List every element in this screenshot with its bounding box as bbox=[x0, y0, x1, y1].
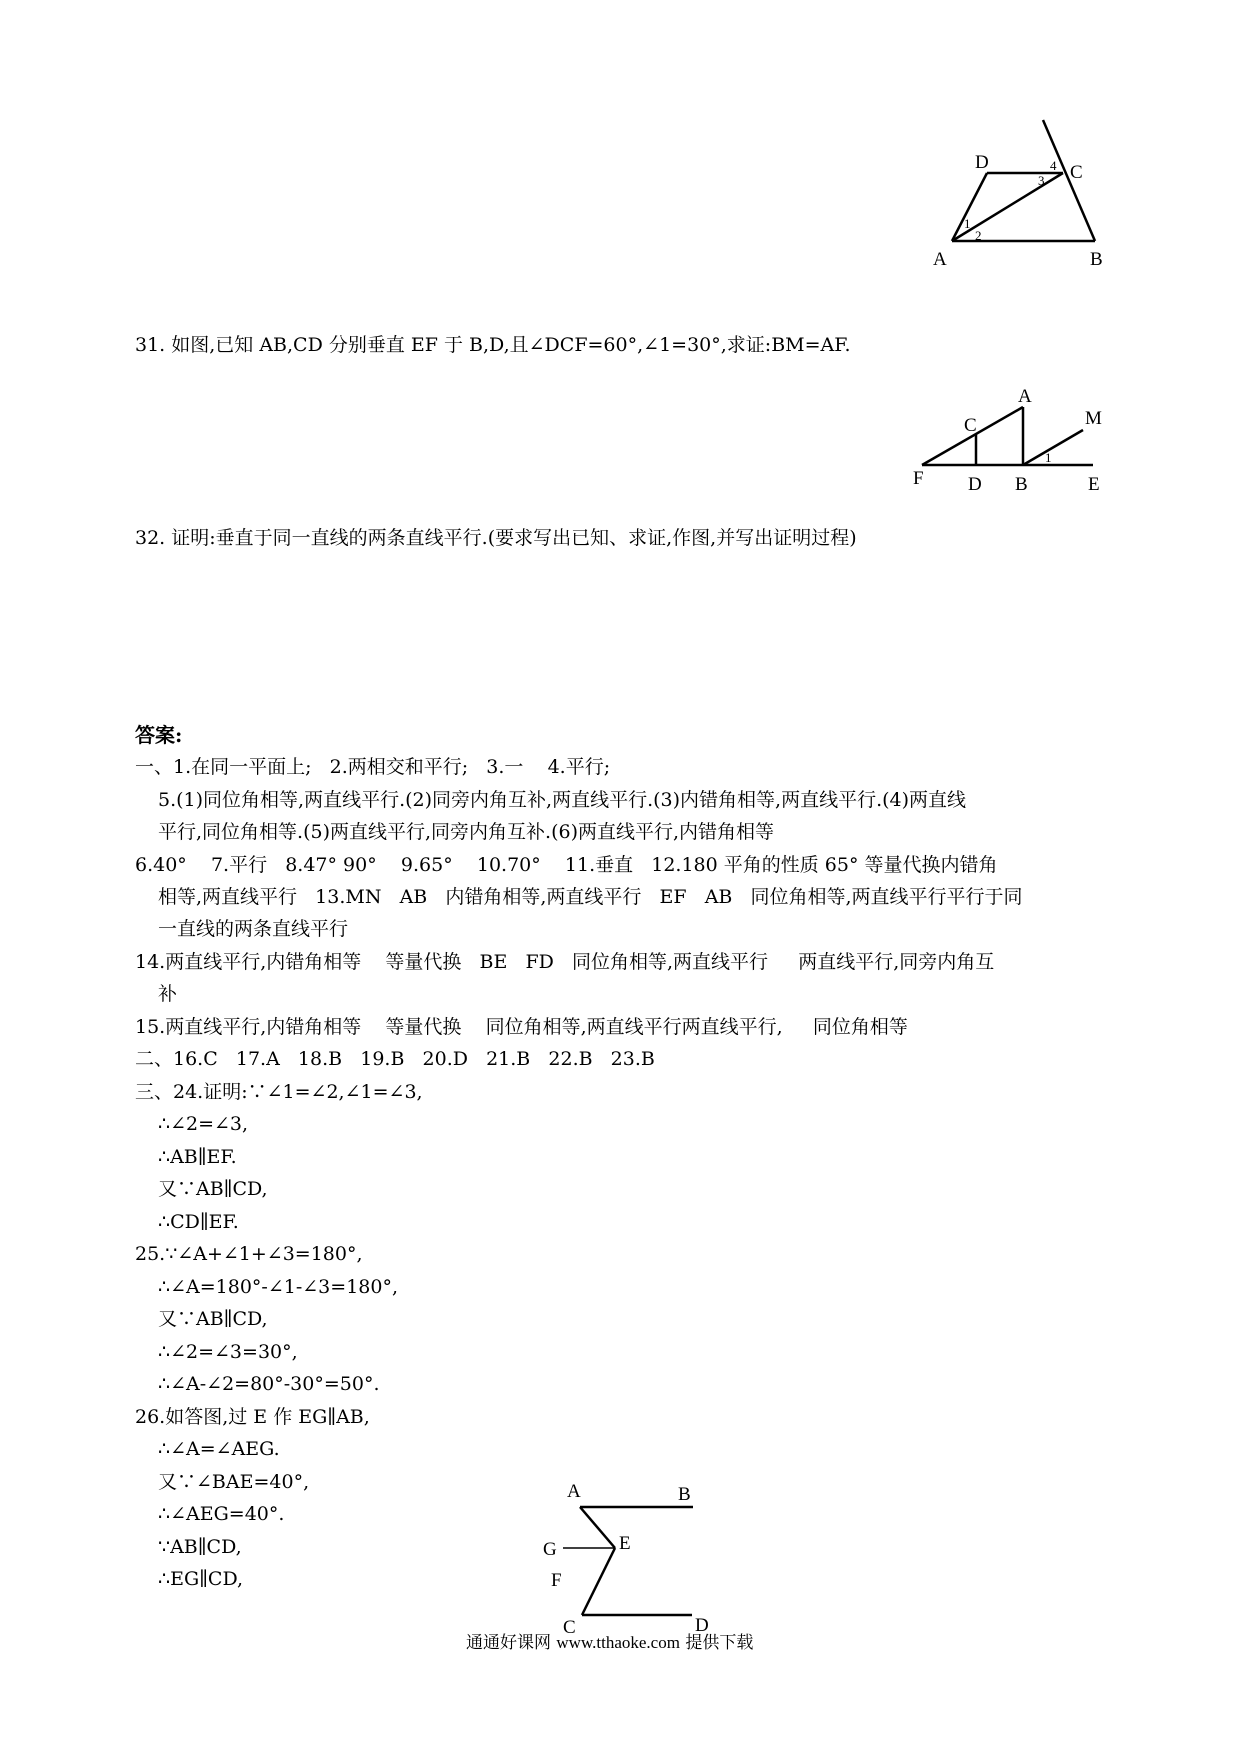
fig1-label-A: A bbox=[933, 249, 947, 270]
fig1-label-2: 2 bbox=[975, 228, 982, 243]
fig2-label-C: C bbox=[964, 415, 977, 436]
fig1-label-3: 3 bbox=[1038, 173, 1045, 188]
fig3-label-D: D bbox=[695, 1615, 709, 1636]
answer-line: 补 bbox=[158, 983, 178, 1005]
answer-line: 一直线的两条直线平行 bbox=[158, 918, 349, 940]
answer-line: 15.两直线平行,内错角相等 等量代换 同位角相等,两直线平行两直线平行, 同位角相等 bbox=[135, 1016, 908, 1038]
answers-heading: 答案: bbox=[135, 723, 183, 747]
question-31: 31. 如图,已知 AB,CD 分别垂直 EF 于 B,D,且∠DCF=60°,∠1=30°,求证:BM=AF. bbox=[135, 334, 851, 356]
answer-line: ∴∠A-∠2=80°-30°=50°. bbox=[158, 1373, 380, 1395]
fig3-line-EC bbox=[582, 1548, 615, 1615]
answer-line: 又∵AB∥CD, bbox=[158, 1308, 268, 1330]
answer-line: ∴∠AEG=40°. bbox=[158, 1503, 285, 1525]
answer-line: 25.∵∠A+∠1+∠3=180°, bbox=[135, 1243, 363, 1265]
question-32: 32. 证明:垂直于同一直线的两条直线平行.(要求写出已知、求证,作图,并写出证明过程) bbox=[135, 527, 857, 549]
fig3-line-AE bbox=[580, 1507, 615, 1548]
footer-url[interactable]: www.tthaoke.com bbox=[556, 1633, 680, 1652]
fig1-line-AD bbox=[952, 173, 987, 241]
answer-line: 相等,两直线平行 13.MN AB 内错角相等,两直线平行 EF AB 同位角相等,两直线平行平行于同 bbox=[158, 886, 1023, 908]
fig1-label-4: 4 bbox=[1050, 158, 1057, 173]
answer-line: ∴∠2=∠3, bbox=[158, 1113, 249, 1135]
answer-line: ∴AB∥EF. bbox=[158, 1146, 237, 1168]
fig3-label-B: B bbox=[678, 1484, 691, 1505]
fig2-label-F: F bbox=[913, 468, 924, 489]
fig2-line-BM bbox=[1023, 430, 1083, 465]
footer bbox=[466, 1628, 753, 1653]
fig1-label-C: C bbox=[1070, 162, 1083, 183]
answer-line: ∴∠A=180°-∠1-∠3=180°, bbox=[158, 1276, 398, 1298]
answer-line: 6.40° 7.平行 8.47° 90° 9.65° 10.70° 11.垂直 12.180 平角的性质 65° 等量代换内错角 bbox=[135, 854, 998, 876]
answer-line: 又∵∠BAE=40°, bbox=[158, 1471, 310, 1493]
fig3-label-F: F bbox=[551, 1570, 562, 1591]
answer-line: 14.两直线平行,内错角相等 等量代换 BE FD 同位角相等,两直线平行 两直线平行,同旁内角互 bbox=[135, 951, 995, 973]
footer-suffix: 提供下载 bbox=[679, 1633, 754, 1653]
answer-line: ∴CD∥EF. bbox=[158, 1211, 239, 1233]
answer-line: 26.如答图,过 E 作 EG∥AB, bbox=[135, 1406, 370, 1428]
answer-line: ∴EG∥CD, bbox=[158, 1568, 244, 1590]
fig2-label-1: 1 bbox=[1045, 450, 1052, 465]
answer-line: 又∵AB∥CD, bbox=[158, 1178, 268, 1200]
answer-line: 平行,同位角相等.(5)两直线平行,同旁内角互补.(6)两直线平行,内错角相等 bbox=[158, 821, 775, 843]
fig1-label-B: B bbox=[1090, 249, 1103, 270]
fig2-label-D: D bbox=[968, 474, 982, 495]
answer-line: ∴∠A=∠AEG. bbox=[158, 1438, 280, 1460]
fig3-label-C: C bbox=[563, 1617, 576, 1638]
fig1-label-D: D bbox=[975, 152, 989, 173]
fig3-label-E: E bbox=[619, 1533, 631, 1554]
footer-prefix: 通通好课网 bbox=[466, 1633, 557, 1653]
fig2-label-B: B bbox=[1015, 474, 1028, 495]
answer-line: 二、16.C 17.A 18.B 19.B 20.D 21.B 22.B 23.B bbox=[135, 1048, 655, 1070]
answer-line: 一、1.在同一平面上; 2.两相交和平行; 3.一 4.平行; bbox=[135, 756, 611, 778]
fig3-label-G: G bbox=[543, 1539, 557, 1560]
answer-line: ∵AB∥CD, bbox=[158, 1536, 242, 1558]
fig1-label-1: 1 bbox=[964, 216, 971, 231]
fig1-line-CB-extended bbox=[1043, 120, 1095, 241]
fig3-label-A: A bbox=[567, 1481, 581, 1502]
answer-line: 5.(1)同位角相等,两直线平行.(2)同旁内角互补,两直线平行.(3)内错角相等,两直线平行.(4)两直线 bbox=[158, 789, 967, 811]
answer-line: ∴∠2=∠3=30°, bbox=[158, 1341, 298, 1363]
fig2-label-M: M bbox=[1085, 408, 1102, 429]
answer-line: 三、24.证明:∵∠1=∠2,∠1=∠3, bbox=[135, 1081, 423, 1103]
fig2-label-A: A bbox=[1018, 386, 1032, 407]
fig1-lines bbox=[952, 120, 1095, 241]
fig1-line-AC bbox=[952, 173, 1063, 241]
fig2-label-E: E bbox=[1088, 474, 1100, 495]
fig2-line-FA bbox=[922, 407, 1023, 465]
